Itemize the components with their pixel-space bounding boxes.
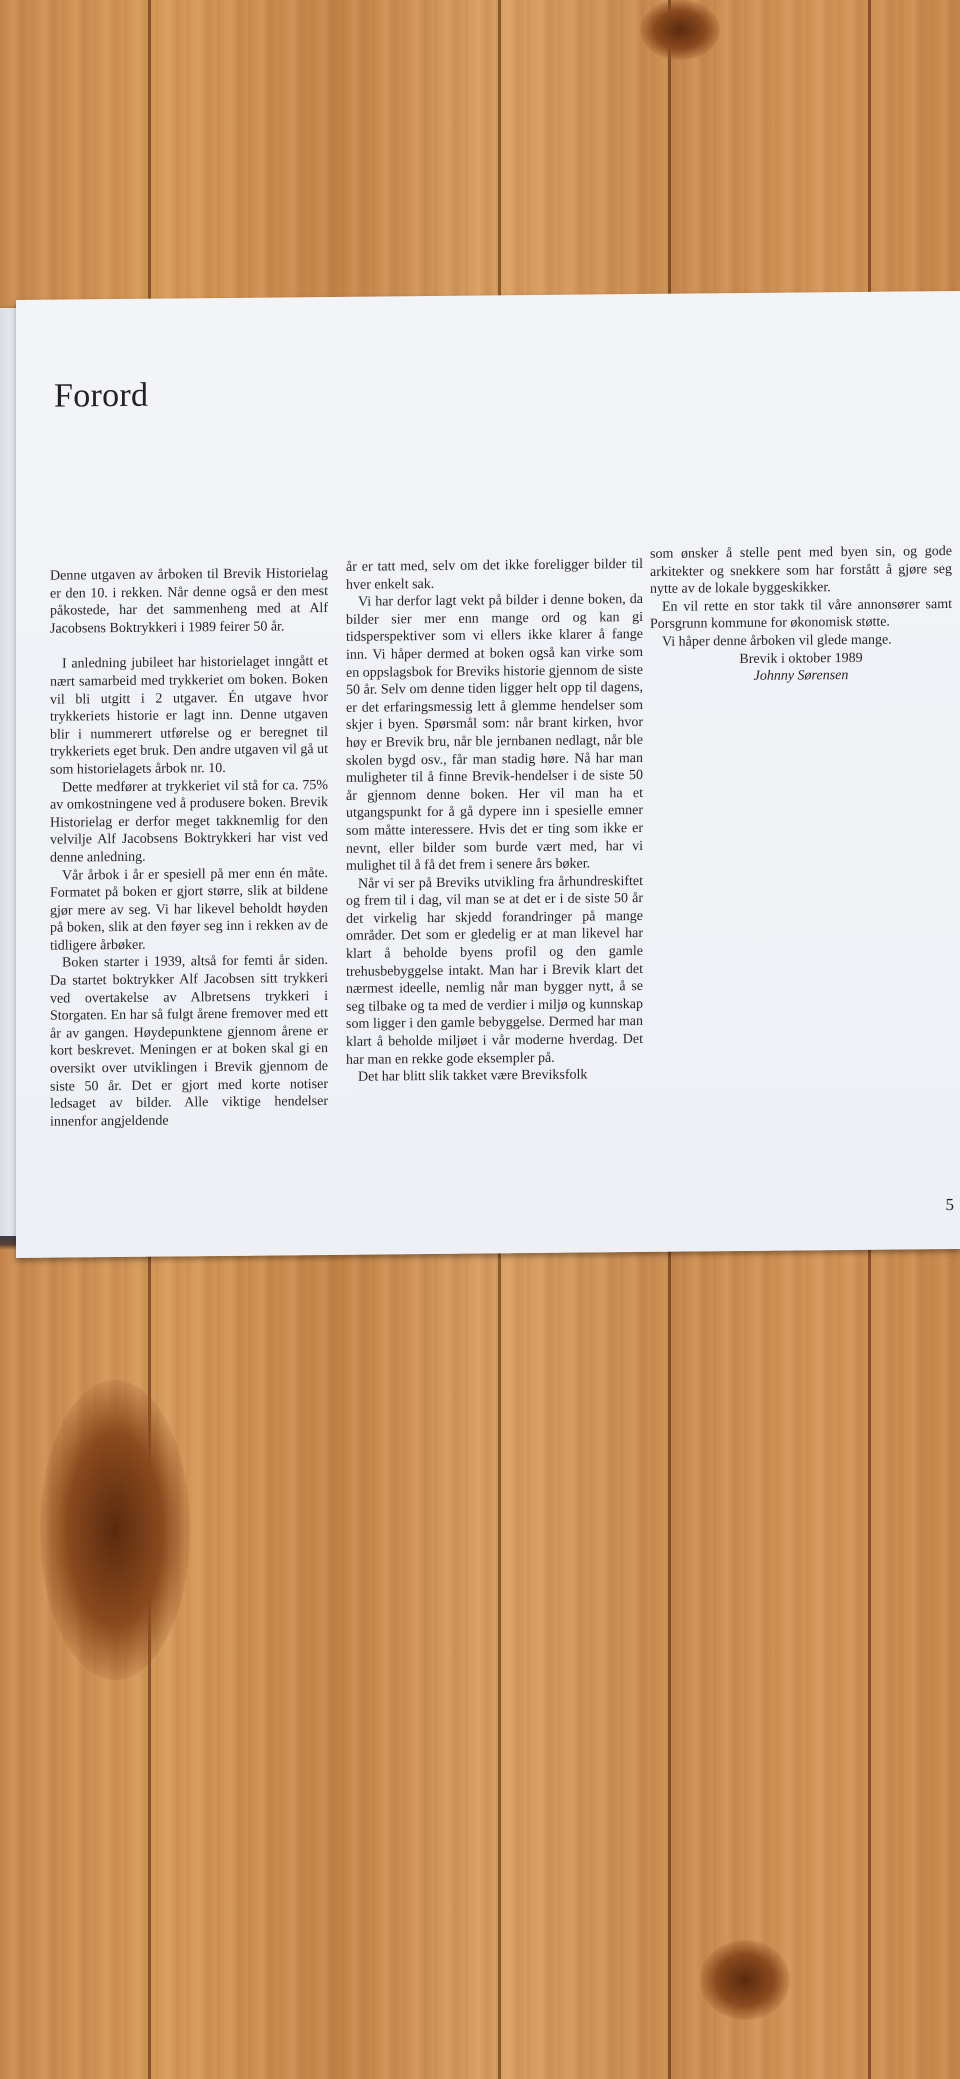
paragraph: En vil rette en stor takk til våre annonsører samt Porsgrunn kommune for økonomisk støtte.	[650, 596, 952, 633]
book-page	[16, 291, 960, 1258]
page-title: Forord	[54, 376, 149, 415]
paragraph: Vi håper denne årboken vil glede mange.	[662, 632, 892, 650]
paragraph: som ønsker å stelle pent med byen sin, og gode arkitekter og snekkere som har forstått å gjøre seg nytte av de lokale byggeskikker.	[650, 544, 952, 598]
text-column-2	[346, 556, 643, 1087]
page-number: 5	[945, 1194, 954, 1215]
paragraph: Når vi ser på Breviks utvikling fra århundreskiftet og frem til i dag, vil man se at det er i de siste 50 år det virkelig har skjedd forandringer på mange områder. Det som er gledelig er at man likevel har klart å beholde byens profil og den gamle trehusbebyggelse intakt. Man har i Brevik klart det nærmest ideelle, nemlig når man bygger nytt, å se seg tilbake og ta med de verdier i miljø og kunnskap som ligger i den gamle bebyggelse. Dermed har man klart å beholde miljøet i vår moderne hverdag. Det har man en rekke gode eksempler på.	[346, 873, 643, 1068]
wood-knot	[40, 1380, 190, 1680]
paragraph: Vi har derfor lagt vekt på bilder i denne boken, da bilder sier mer enn mange ord og kan gi tidsperspektiver som vi ellers ikke klarer å fange inn. Vi håper dermed at boken også kan virke som en oppslagsbok for Breviks historie gjennom de siste 50 år. Selv om denne tiden ligger helt opp til dagens, er det erfaringsmessig lett å glemme hendelser som skjer i byen. Spørsmål som: når brant kirken, hvor høy er Brevik bru, når ble jernbanen nedlagt, når ble skolen bygd osv., får man stadig høre. Nå har man muligheter til å finne Brevik-hendelser i de siste 50 år gjennom denne boken. Her vil man ha et utgangspunkt for å gå dypere inn i spesielle emner som måtte interessere. Hvis det er ting som ikke er nevnt, eller bilder som burde vært med, har vi mulighet til å få det frem i senere års bøker.	[346, 592, 643, 874]
paragraph: Denne utgaven av årboken til Brevik Historielag er den 10. i rekken. Når denne også er den mest påkostede, har det sammenheng med at Alf Jacobsens Boktrykkeri i 1989 feirer 50 år.	[50, 566, 328, 637]
paragraph: Det har blitt slik takket være Breviksfolk	[358, 1067, 588, 1085]
paragraph: Boken starter i 1939, altså for femti år siden. Da startet boktrykker Alf Jacobsen sitt trykkeri ved overtakelse av Albretsens trykkeri i Storgaten. En har så fulgt årene fremover med ett år av gangen. Høydepunktene gjennom årene er kort beskrevet. Meningen er at boken skal gi en oversikt over utviklingen i Brevik gjennom de siste 50 år. Det er gjort med korte notiser ledsaget av bilder. Alle viktige hendelser innenfor angjeldende	[50, 953, 328, 1130]
paragraph: I anledning jubileet har historielaget inngått et nært samarbeid med trykkeriet om boken. Boken vil bli utgitt i 2 utgaver. Én utgave hvor trykkeriets historie er lagt inn. Denne utgaven blir i nummerert utførelse og er beregnet til trykkeriets eget bruk. Den andre utgaven vil gå ut som historielagets årbok nr. 10.	[50, 654, 328, 778]
text-column-3	[650, 543, 952, 687]
paragraph: Vår årbok i år er spesiell på mer enn én måte. Formatet på boken er gjort større, slik at bildene gjør mere av seg. Vi har likevel beholdt høyden på boken, slik at den føyer seg inn i rekken av de tidligere årbøker.	[50, 865, 328, 954]
text-column-1	[50, 565, 328, 1131]
paragraph: år er tatt med, selv om det ikke foreligger bilder til hver enkelt sak.	[346, 556, 643, 593]
wood-knot	[700, 1940, 790, 2020]
place-date: Brevik i oktober 1989	[739, 650, 863, 667]
wood-knot	[640, 0, 720, 60]
paragraph: Dette medfører at trykkeriet vil stå for ca. 75% av omkostningene ved å produsere boken. Brevik Historielag er derfor meget takknemlig for den velvilje Alf Jacobsens Boktrykkeri har vist ved denne anledning.	[50, 777, 328, 866]
author-signature: Johnny Sørensen	[753, 668, 849, 685]
